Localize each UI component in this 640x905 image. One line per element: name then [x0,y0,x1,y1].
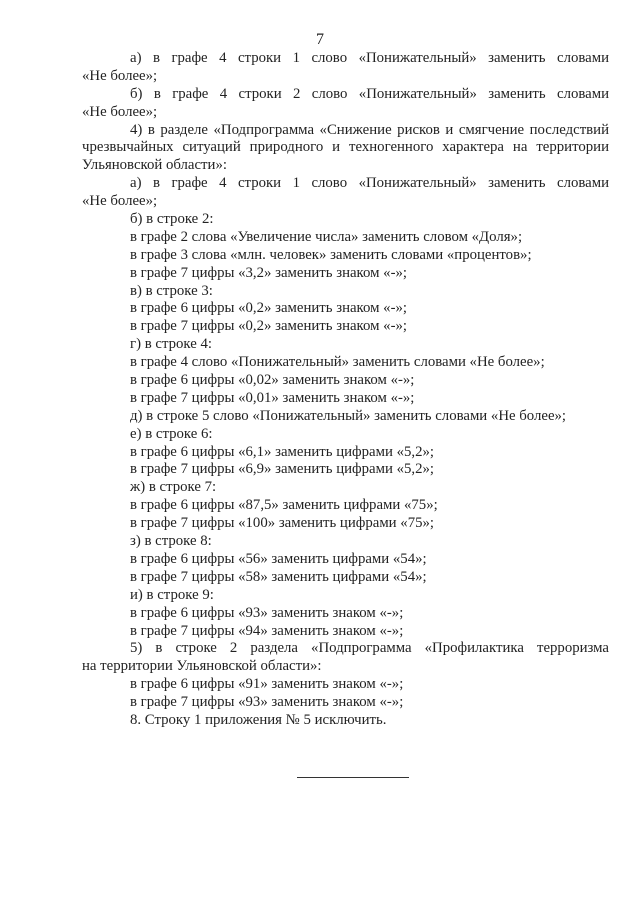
text-line: в графе 4 слово «Понижательный» заменить словами «Не более»; [130,354,545,371]
text-line: 8. Строку 1 приложения № 5 исключить. [130,711,387,728]
text-line: Ульяновской области»: [82,157,227,174]
text-line: в графе 7 цифры «100» заменить цифрами «75»; [130,515,435,532]
text-line: на территории Ульяновской области»: [82,658,322,675]
text-line: в графе 7 цифры «0,01» заменить знаком «-»; [130,389,415,406]
text-line: в графе 3 слова «млн. человек» заменить словами «процентов»; [130,246,532,263]
text-line: в графе 7 цифры «58» заменить цифрами «54»; [130,568,427,585]
text-line: в графе 6 цифры «0,02» заменить знаком «-»; [130,372,415,389]
text-line: «Не более»; [82,103,158,120]
text-line: «Не более»; [82,67,158,84]
text-line: в графе 7 цифры «0,2» заменить знаком «-»; [130,318,408,335]
text-line: в графе 6 цифры «91» заменить знаком «-»; [130,676,404,693]
text-line: з) в строке 8: [130,533,212,550]
text-line: в) в строке 3: [130,282,213,299]
text-line: в графе 2 слова «Увеличение числа» заменить словом «Доля»; [130,228,523,245]
text-line: е) в строке 6: [130,425,213,442]
text-line: чрезвычайных ситуаций природного и техногенного характера на территории [82,139,609,156]
text-line: 5) в строке 2 раздела «Подпрограмма «Профилактика терроризма [130,640,609,657]
text-line: в графе 7 цифры «3,2» заменить знаком «-»; [130,264,408,281]
text-line: ж) в строке 7: [130,479,217,496]
text-line: б) в строке 2: [130,211,214,228]
text-line: б) в графе 4 строки 2 слово «Понижательный» заменить словами [130,85,609,102]
text-line: в графе 7 цифры «6,9» заменить цифрами «5,2»; [130,461,435,478]
text-line: в графе 7 цифры «94» заменить знаком «-»; [130,622,404,639]
text-line: «Не более»; [82,193,158,210]
text-line: а) в графе 4 строки 1 слово «Понижательный» заменить словами [130,50,609,66]
text-line: в графе 6 цифры «0,2» заменить знаком «-»; [130,300,408,317]
text-line: а) в графе 4 строки 1 слово «Понижательный» заменить словами [130,175,609,192]
document-body [82,50,609,730]
text-line: д) в строке 5 слово «Понижательный» заменить словами «Не более»; [130,407,567,424]
text-line: 4) в разделе «Подпрограмма «Снижение рисков и смягчение последствий [130,121,609,138]
text-line: г) в строке 4: [130,336,212,353]
separator-line [297,777,409,778]
text-line: в графе 6 цифры «87,5» заменить цифрами «75»; [130,497,438,514]
page-number: 7 [316,31,324,48]
text-line: в графе 7 цифры «93» заменить знаком «-»; [130,694,404,711]
text-line: в графе 6 цифры «56» заменить цифрами «54»; [130,550,427,567]
text-line: в графе 6 цифры «6,1» заменить цифрами «5,2»; [130,443,435,460]
text-line: и) в строке 9: [130,586,214,603]
text-line: в графе 6 цифры «93» заменить знаком «-»; [130,604,404,621]
